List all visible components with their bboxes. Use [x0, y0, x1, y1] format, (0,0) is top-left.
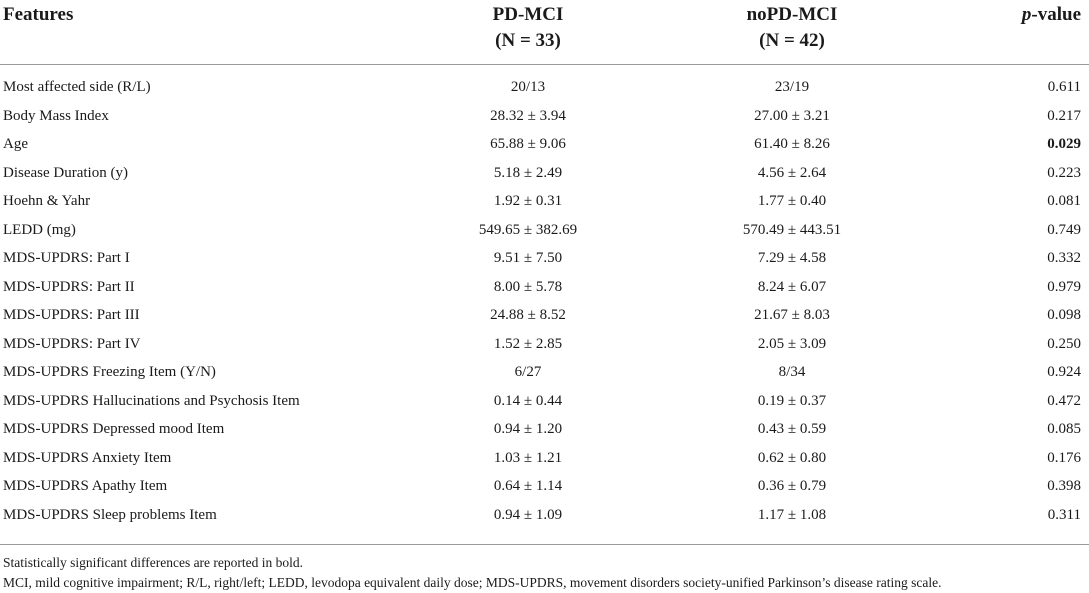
table-row: [0, 102, 1089, 131]
pd-mci-cell: 0.14 ± 0.44: [493, 392, 563, 409]
pd-mci-cell: 28.32 ± 3.94: [490, 107, 566, 124]
table-row: [0, 444, 1089, 473]
p-value-cell: 0.085: [1047, 421, 1081, 437]
table-row: [0, 65, 1089, 102]
feature-cell: MDS-UPDRS Sleep problems Item: [3, 506, 217, 523]
pd-mci-cell: 5.18 ± 2.49: [493, 164, 563, 181]
nopd-mci-cell: 570.49 ± 443.51: [742, 221, 842, 238]
p-value-cell: 0.472: [1047, 392, 1081, 409]
table-row: [0, 301, 1089, 330]
nopd-mci-cell: 1.17 ± 1.08: [757, 506, 827, 523]
pd-mci-cell: 6/27: [514, 364, 542, 380]
footnote-significance: Statistically significant differences are reported in bold.: [3, 555, 304, 570]
footnote-divider: [0, 544, 1089, 545]
pd-mci-cell: 0.94 ± 1.20: [493, 421, 563, 437]
table-row: [0, 159, 1089, 188]
nopd-mci-cell: 0.36 ± 0.79: [757, 478, 827, 494]
feature-cell: MDS-UPDRS Hallucinations and Psychosis Item: [3, 392, 300, 409]
feature-cell: MDS-UPDRS Apathy Item: [3, 478, 168, 494]
table-row: [0, 273, 1089, 302]
header-p-value: [930, 0, 1089, 65]
header-nopd-mci-n: (N = 42): [759, 30, 825, 51]
feature-cell: MDS-UPDRS: Part I: [3, 250, 130, 266]
nopd-mci-cell: 0.19 ± 0.37: [757, 392, 827, 409]
pd-mci-cell: 65.88 ± 9.06: [490, 136, 566, 152]
header-nopd-mci-label: noPD-MCI: [746, 4, 838, 25]
p-value-cell: 0.611: [1047, 79, 1081, 95]
p-value-cell: 0.311: [1047, 506, 1081, 523]
nopd-mci-cell: 21.67 ± 8.03: [754, 307, 830, 323]
pd-mci-cell: 0.64 ± 1.14: [493, 478, 563, 494]
header-p-value-italic: p: [1021, 4, 1032, 25]
p-value-cell: 0.979: [1047, 278, 1081, 295]
p-value-cell: 0.924: [1047, 364, 1081, 380]
p-value-cell: 0.029: [1047, 136, 1081, 152]
nopd-mci-cell: 8.24 ± 6.07: [757, 278, 827, 295]
pd-mci-cell: 549.65 ± 382.69: [478, 221, 578, 238]
nopd-mci-cell: 4.56 ± 2.64: [757, 164, 827, 181]
feature-cell: MDS-UPDRS Depressed mood Item: [3, 421, 225, 437]
pd-mci-cell: 9.51 ± 7.50: [493, 250, 563, 266]
p-value-cell: 0.081: [1047, 193, 1081, 209]
footnote-abbreviations: MCI, mild cognitive impairment; R/L, right/left; LEDD, levodopa equivalent daily dose; MDS-UPDRS, movement disorders society-unified Parkinson’s disease rating scale.: [3, 575, 942, 590]
nopd-mci-cell: 1.77 ± 0.40: [757, 193, 827, 209]
table-row: [0, 187, 1089, 216]
p-value-cell: 0.250: [1047, 335, 1081, 352]
table-row: [0, 358, 1089, 387]
p-value-cell: 0.098: [1047, 307, 1081, 323]
feature-cell: Body Mass Index: [3, 107, 109, 124]
header-nopd-mci: [628, 0, 930, 65]
pd-mci-cell: 0.94 ± 1.09: [493, 506, 563, 523]
table-row: [0, 330, 1089, 359]
feature-cell: Disease Duration (y): [3, 164, 128, 181]
pd-mci-cell: 1.92 ± 0.31: [493, 193, 563, 209]
header-features: Features: [0, 0, 392, 65]
nopd-mci-cell: 8/34: [778, 364, 806, 380]
table-row: [0, 130, 1089, 159]
table-row: [0, 244, 1089, 273]
header-p-value-rest: -value: [1031, 4, 1081, 25]
nopd-mci-cell: 0.62 ± 0.80: [757, 449, 827, 466]
table-row: [0, 415, 1089, 444]
feature-cell: LEDD (mg): [3, 221, 76, 238]
p-value-cell: 0.223: [1047, 164, 1081, 181]
feature-cell: Most affected side (R/L): [3, 79, 151, 95]
table-row: [0, 501, 1089, 538]
pd-mci-cell: 8.00 ± 5.78: [493, 278, 563, 295]
feature-cell: MDS-UPDRS: Part III: [3, 307, 140, 323]
p-value-cell: 0.749: [1047, 221, 1081, 238]
header-pd-mci: [392, 0, 628, 65]
feature-cell: Age: [3, 136, 28, 152]
feature-cell: MDS-UPDRS Freezing Item (Y/N): [3, 364, 216, 380]
p-value-cell: 0.217: [1047, 107, 1081, 124]
nopd-mci-cell: 7.29 ± 4.58: [757, 250, 827, 266]
feature-cell: MDS-UPDRS: Part IV: [3, 335, 141, 352]
pd-mci-cell: 20/13: [510, 79, 546, 95]
header-pd-mci-label: PD-MCI: [492, 4, 564, 25]
table-row: [0, 216, 1089, 245]
pd-mci-cell: 1.52 ± 2.85: [493, 335, 563, 352]
p-value-cell: 0.332: [1047, 250, 1081, 266]
header-row: [0, 0, 1089, 65]
table-row: [0, 472, 1089, 501]
feature-cell: Hoehn & Yahr: [3, 193, 91, 209]
pd-mci-cell: 24.88 ± 8.52: [490, 307, 566, 323]
nopd-mci-cell: 61.40 ± 8.26: [754, 136, 830, 152]
nopd-mci-cell: 0.43 ± 0.59: [757, 421, 827, 437]
pd-mci-cell: 1.03 ± 1.21: [493, 449, 563, 466]
nopd-mci-cell: 23/19: [774, 79, 810, 95]
nopd-mci-cell: 2.05 ± 3.09: [757, 335, 827, 352]
feature-cell: MDS-UPDRS Anxiety Item: [3, 449, 172, 466]
nopd-mci-cell: 27.00 ± 3.21: [754, 107, 830, 124]
p-value-cell: 0.176: [1047, 449, 1081, 466]
feature-cell: MDS-UPDRS: Part II: [3, 278, 135, 295]
table-body: [0, 65, 1089, 538]
header-pd-mci-n: (N = 33): [495, 30, 561, 51]
table-row: [0, 387, 1089, 416]
p-value-cell: 0.398: [1047, 478, 1081, 494]
